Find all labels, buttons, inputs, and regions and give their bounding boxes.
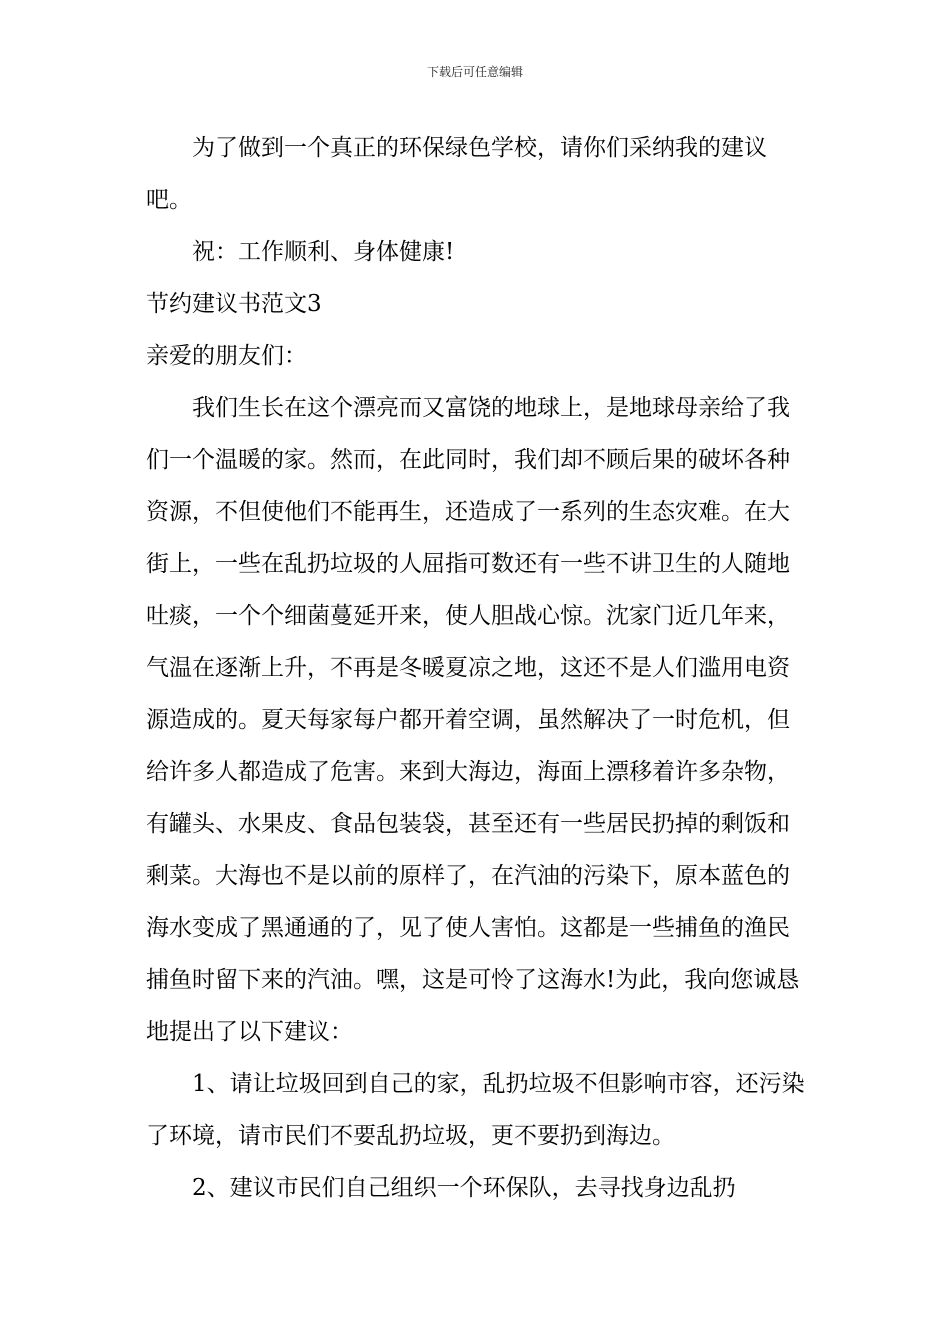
paragraph-closing-request: 为了做到一个真正的环保绿色学校，请你们采纳我的建议吧。: [146, 135, 767, 213]
salutation: 亲爱的朋友们：: [146, 343, 307, 369]
paragraph-wishes: 祝：工作顺利、身体健康!: [192, 239, 455, 265]
suggestion-item-1: 1、请让垃圾回到自己的家，乱扔垃圾不但影响市容，还污染了环境，请市民们不要乱扔垃圾，更不要扔到海边。: [146, 1071, 805, 1149]
suggestion-item-2: 2、建议市民们自己组织一个环保队，去寻找身边乱扔: [192, 1175, 736, 1201]
section-title: 节约建议书范文3: [146, 291, 322, 317]
document-body: [146, 122, 810, 1214]
page-header: 下载后可任意编辑: [426, 65, 523, 79]
paragraph-body: 我们生长在这个漂亮而又富饶的地球上，是地球母亲给了我们一个温暖的家。然而，在此同时，我们却不顾后果的破坏各种资源，不但使他们不能再生，还造成了一系列的生态灾难。在大街上，一些在乱扔垃圾的人屈指可数还有一些不讲卫生的人随地吐痰，一个个细菌蔓延开来，使人胆战心惊。沈家门近几年来，气温在逐渐上升，不再是冬暖夏凉之地，这还不是人们滥用电资源造成的。夏天每家每户都开着空调，虽然解决了一时危机，但给许多人都造成了危害。来到大海边，海面上漂移着许多杂物，有罐头、水果皮、食品包装袋，甚至还有一些居民扔掉的剩饭和剩菜。大海也不是以前的原样了，在汽油的污染下，原本蓝色的海水变成了黑通通的了，见了使人害怕。这都是一些捕鱼的渔民捕鱼时留下来的汽油。嘿，这是可怜了这海水!为此，我向您诚恳地提出了以下建议：: [146, 395, 800, 1045]
